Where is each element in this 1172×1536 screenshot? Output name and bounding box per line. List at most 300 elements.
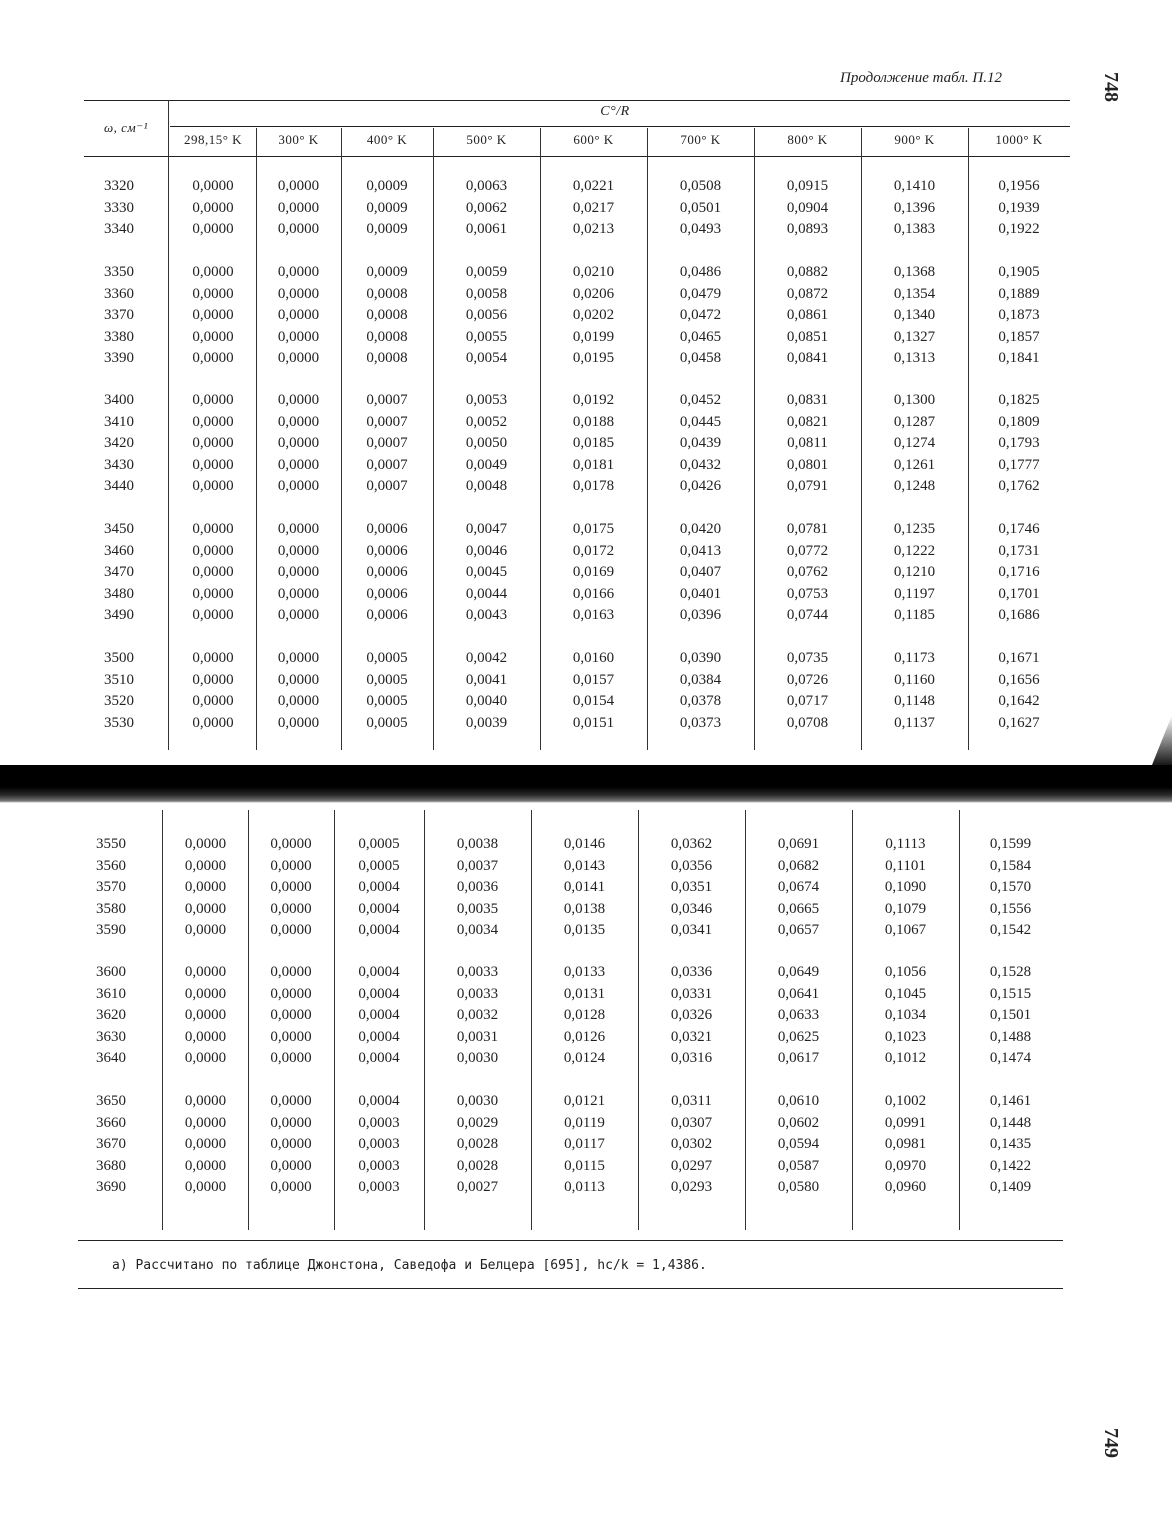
value-cell: 0,0420: [679, 521, 722, 537]
value-cell: 0,1939: [998, 199, 1040, 216]
omega-cell: 3520: [104, 693, 134, 709]
value-cell: 0,1599: [989, 836, 1032, 852]
value-cell: 0,0000: [192, 178, 234, 194]
value-cell: 0,1409: [989, 1179, 1032, 1195]
value-cell: 0,0000: [192, 542, 234, 559]
value-cell: 0,0003: [358, 1114, 400, 1131]
value-cell: 0,0004: [358, 985, 400, 1002]
value-cell: 0,0192: [572, 392, 615, 408]
column-header: 300° K: [278, 132, 319, 147]
omega-cell: 3330: [104, 199, 134, 216]
value-cell: 0,0033: [456, 964, 499, 980]
value-cell: 0,0119: [564, 1114, 605, 1131]
value-cell: 0,1528: [989, 964, 1032, 980]
value-cell: 0,0043: [465, 607, 508, 623]
value-cell: 0,0641: [777, 985, 820, 1002]
value-cell: 0,0000: [270, 857, 312, 874]
value-cell: 0,0135: [563, 922, 606, 938]
value-cell: 0,1435: [989, 1136, 1032, 1152]
omega-cell: 3640: [96, 1050, 126, 1066]
value-cell: 0,0356: [670, 857, 713, 874]
value-cell: 0,0413: [679, 542, 722, 559]
value-cell: 0,0004: [358, 1007, 400, 1023]
value-cell: 0,0008: [366, 285, 408, 302]
value-cell: 0,0331: [670, 985, 713, 1002]
value-cell: 0,0791: [786, 478, 829, 494]
value-cell: 0,1327: [893, 328, 936, 345]
value-cell: 0,0036: [456, 879, 499, 895]
value-cell: 0,0000: [192, 521, 234, 537]
value-cell: 0,1501: [989, 1007, 1032, 1023]
value-cell: 0,0000: [184, 1179, 227, 1195]
value-cell: 0,0904: [786, 199, 829, 216]
value-cell: 0,0004: [358, 900, 400, 917]
value-cell: 0,1113: [885, 836, 926, 852]
value-cell: 0,0007: [366, 456, 408, 473]
value-cell: 0,0302: [670, 1136, 713, 1152]
value-cell: 0,0472: [679, 307, 722, 323]
value-cell: 0,0003: [358, 1179, 400, 1195]
value-cell: 0,0000: [270, 1136, 312, 1152]
value-cell: 0,1656: [998, 671, 1040, 688]
value-cell: 0,1762: [998, 478, 1040, 494]
value-cell: 0,1777: [998, 456, 1040, 473]
value-cell: 0,1701: [998, 585, 1040, 602]
value-cell: 0,0000: [184, 836, 227, 852]
value-cell: 0,0041: [465, 671, 508, 688]
value-cell: 0,0861: [786, 307, 829, 323]
omega-cell: 3480: [104, 585, 134, 602]
value-cell: 0,0000: [270, 1050, 312, 1066]
value-cell: 0,0811: [787, 435, 828, 451]
value-cell: 0,0007: [366, 478, 408, 494]
value-cell: 0,0915: [786, 178, 829, 194]
value-cell: 0,1313: [893, 350, 936, 366]
value-cell: 0,0006: [366, 585, 408, 602]
value-cell: 0,1160: [894, 671, 935, 688]
value-cell: 0,0031: [456, 1028, 499, 1045]
value-cell: 0,0893: [786, 221, 829, 237]
value-cell: 0,0044: [465, 585, 508, 602]
continuation-label: Продолжение табл. П.12: [840, 70, 1002, 86]
value-cell: 0,0007: [366, 392, 408, 408]
value-cell: 0,0050: [465, 435, 508, 451]
value-cell: 0,1300: [893, 392, 936, 408]
omega-cell: 3570: [96, 879, 126, 895]
value-cell: 0,0321: [670, 1028, 713, 1045]
value-cell: 0,0160: [572, 650, 615, 666]
value-cell: 0,1410: [893, 178, 936, 194]
value-cell: 0,0682: [777, 857, 820, 874]
value-cell: 0,0000: [192, 328, 234, 345]
value-cell: 0,0465: [679, 328, 722, 345]
value-cell: 0,0035: [456, 900, 499, 917]
value-cell: 0,0384: [679, 671, 722, 688]
omega-cell: 3550: [96, 836, 126, 852]
value-cell: 0,1671: [998, 650, 1040, 666]
value-cell: 0,0138: [563, 900, 606, 917]
value-cell: 0,0000: [184, 857, 227, 874]
value-cell: 0,1515: [989, 985, 1032, 1002]
value-cell: 0,0297: [670, 1157, 713, 1174]
value-cell: 0,0000: [277, 350, 320, 366]
value-cell: 0,0594: [777, 1136, 820, 1152]
omega-cell: 3620: [96, 1007, 126, 1023]
value-cell: 0,0753: [786, 585, 829, 602]
value-cell: 0,0493: [679, 221, 722, 237]
value-cell: 0,0000: [192, 392, 234, 408]
value-cell: 0,0293: [670, 1179, 713, 1195]
value-cell: 0,0000: [184, 1093, 227, 1109]
value-cell: 0,1137: [894, 714, 935, 731]
value-cell: 0,1841: [998, 350, 1040, 366]
value-cell: 0,0000: [184, 1028, 227, 1045]
value-cell: 0,0000: [277, 456, 320, 473]
value-cell: 0,0000: [184, 922, 227, 938]
value-cell: 0,0000: [270, 1114, 312, 1131]
value-cell: 0,0115: [564, 1157, 605, 1174]
value-cell: 0,0708: [786, 714, 829, 731]
value-cell: 0,0000: [192, 285, 234, 302]
omega-cell: 3450: [104, 521, 134, 537]
value-cell: 0,0007: [366, 413, 408, 430]
value-cell: 0,0000: [277, 671, 320, 688]
value-cell: 0,0005: [358, 836, 400, 852]
value-cell: 0,1222: [893, 542, 936, 559]
value-cell: 0,0053: [465, 392, 508, 408]
value-cell: 0,0479: [679, 285, 722, 302]
omega-cell: 3320: [104, 178, 134, 194]
table-bottom-rule: [78, 1240, 1063, 1241]
value-cell: 0,1396: [893, 199, 936, 216]
value-cell: 0,0008: [366, 328, 408, 345]
value-cell: 0,0032: [456, 1007, 499, 1023]
value-cell: 0,1261: [893, 456, 936, 473]
value-cell: 0,1248: [893, 478, 936, 494]
value-cell: 0,0061: [465, 221, 508, 237]
value-cell: 0,0000: [277, 221, 320, 237]
value-cell: 0,0341: [670, 922, 713, 938]
column-header: 600° K: [573, 132, 614, 147]
value-cell: 0,0508: [679, 178, 722, 194]
value-cell: 0,0000: [184, 1157, 227, 1174]
value-cell: 0,0401: [679, 585, 722, 602]
value-cell: 0,0000: [277, 693, 320, 709]
value-cell: 0,0625: [777, 1028, 820, 1045]
value-cell: 0,0039: [465, 714, 508, 731]
value-cell: 0,0185: [572, 435, 615, 451]
value-cell: 0,0801: [786, 456, 829, 473]
value-cell: 0,0206: [572, 285, 615, 302]
value-cell: 0,0009: [366, 199, 408, 216]
value-cell: 0,1716: [998, 564, 1040, 580]
value-cell: 0,0048: [465, 478, 508, 494]
value-cell: 0,0831: [786, 392, 829, 408]
value-cell: 0,1012: [884, 1050, 927, 1066]
value-cell: 0,0058: [465, 285, 508, 302]
value-cell: 0,1287: [893, 413, 936, 430]
value-cell: 0,1873: [998, 307, 1040, 323]
value-cell: 0,0000: [192, 264, 234, 280]
page-number-top: 748: [1100, 72, 1122, 102]
table-top-rule: [84, 100, 1070, 101]
group-header-rule: [170, 126, 1070, 127]
value-cell: 0,0005: [358, 857, 400, 874]
value-cell: 0,0000: [270, 879, 312, 895]
value-cell: 0,0007: [366, 435, 408, 451]
omega-cell: 3470: [104, 564, 134, 580]
value-cell: 0,0821: [786, 413, 829, 430]
column-header: 500° K: [466, 132, 507, 147]
omega-cell: 3460: [104, 542, 134, 559]
value-cell: 0,0126: [563, 1028, 606, 1045]
omega-cell: 3590: [96, 922, 126, 938]
value-cell: 0,0004: [358, 879, 400, 895]
value-cell: 0,0030: [456, 1050, 499, 1066]
value-cell: 0,0000: [270, 1157, 312, 1174]
value-cell: 0,0000: [277, 178, 320, 194]
value-cell: 0,0000: [192, 199, 234, 216]
value-cell: 0,0000: [192, 671, 234, 688]
value-cell: 0,1210: [893, 564, 936, 580]
value-cell: 0,1488: [989, 1028, 1032, 1045]
value-cell: 0,0188: [572, 413, 615, 430]
omega-cell: 3510: [104, 671, 134, 688]
value-cell: 0,1857: [998, 328, 1040, 345]
value-cell: 0,0029: [456, 1114, 499, 1131]
value-cell: 0,0602: [777, 1114, 820, 1131]
value-cell: 0,0062: [465, 199, 508, 216]
value-cell: 0,0006: [366, 564, 408, 580]
value-cell: 0,0000: [277, 478, 320, 494]
value-cell: 0,0735: [786, 650, 829, 666]
value-cell: 0,0000: [277, 199, 320, 216]
value-cell: 0,0580: [777, 1179, 820, 1195]
value-cell: 0,0056: [465, 307, 508, 323]
value-cell: 0,0210: [572, 264, 615, 280]
value-cell: 0,0006: [366, 607, 408, 623]
value-cell: 0,1627: [998, 714, 1040, 731]
value-cell: 0,0047: [465, 521, 508, 537]
omega-cell: 3650: [96, 1093, 126, 1109]
value-cell: 0,0396: [679, 607, 722, 623]
value-cell: 0,0000: [184, 1114, 227, 1131]
value-cell: 0,0000: [270, 1093, 312, 1109]
value-cell: 0,0501: [679, 199, 722, 216]
value-cell: 0,0005: [366, 693, 408, 709]
value-cell: 0,0005: [366, 714, 408, 731]
omega-cell: 3350: [104, 264, 134, 280]
value-cell: 0,0004: [358, 1028, 400, 1045]
value-cell: 0,0005: [366, 650, 408, 666]
value-cell: 0,1090: [884, 879, 927, 895]
value-cell: 0,0390: [679, 650, 722, 666]
omega-cell: 3390: [104, 350, 134, 366]
omega-cell: 3430: [104, 456, 134, 473]
value-cell: 0,0117: [564, 1136, 605, 1152]
value-cell: 0,1474: [989, 1050, 1032, 1066]
value-cell: 0,0000: [184, 879, 227, 895]
value-cell: 0,1809: [998, 413, 1040, 430]
column-header: 400° K: [366, 132, 408, 147]
omega-cell: 3420: [104, 435, 134, 451]
value-cell: 0,1686: [998, 607, 1040, 623]
value-cell: 0,0000: [270, 1179, 312, 1195]
value-cell: 0,0000: [277, 392, 320, 408]
value-cell: 0,0000: [192, 564, 234, 580]
scan-fold-band: [0, 765, 1172, 803]
omega-cell: 3380: [104, 328, 134, 345]
value-cell: 0,1067: [884, 922, 927, 938]
value-cell: 0,0000: [184, 1007, 227, 1023]
value-cell: 0,0458: [679, 350, 722, 366]
value-cell: 0,0000: [277, 564, 320, 580]
value-cell: 0,1922: [998, 221, 1040, 237]
value-cell: 0,0004: [358, 964, 400, 980]
value-cell: 0,0052: [465, 413, 508, 430]
value-cell: 0,0851: [786, 328, 829, 345]
value-cell: 0,1793: [998, 435, 1040, 451]
value-cell: 0,0146: [563, 836, 606, 852]
value-cell: 0,0486: [679, 264, 722, 280]
value-cell: 0,0991: [884, 1114, 927, 1131]
omega-cell: 3490: [104, 607, 134, 623]
value-cell: 0,0432: [679, 456, 722, 473]
value-cell: 0,1383: [893, 221, 936, 237]
column-header-rule: [84, 156, 1070, 157]
value-cell: 0,0000: [192, 413, 234, 430]
value-cell: 0,0175: [572, 521, 615, 537]
value-cell: 0,1148: [894, 693, 935, 709]
value-cell: 0,0691: [777, 836, 820, 852]
value-cell: 0,0172: [572, 542, 615, 559]
omega-cell: 3660: [96, 1114, 126, 1131]
value-cell: 0,1556: [989, 900, 1032, 917]
value-cell: 0,0587: [777, 1157, 820, 1174]
value-cell: 0,0378: [679, 693, 722, 709]
value-cell: 0,1354: [893, 285, 936, 302]
value-cell: 0,0000: [192, 221, 234, 237]
value-cell: 0,0009: [366, 221, 408, 237]
value-cell: 0,0037: [456, 857, 499, 874]
value-cell: 0,0143: [563, 857, 606, 874]
value-cell: 0,1889: [998, 285, 1040, 302]
value-cell: 0,0004: [358, 922, 400, 938]
value-cell: 0,0163: [572, 607, 615, 623]
value-cell: 0,0981: [884, 1136, 927, 1152]
value-cell: 0,0311: [671, 1093, 712, 1109]
omega-cell: 3630: [96, 1028, 126, 1045]
value-cell: 0,0346: [670, 900, 713, 917]
value-cell: 0,0157: [572, 671, 615, 688]
value-cell: 0,0000: [270, 985, 312, 1002]
value-cell: 0,0452: [679, 392, 722, 408]
value-cell: 0,0407: [679, 564, 722, 580]
value-cell: 0,0649: [777, 964, 820, 980]
value-cell: 0,0970: [884, 1157, 927, 1174]
value-cell: 0,0000: [277, 585, 320, 602]
value-cell: 0,1173: [894, 650, 935, 666]
value-cell: 0,1642: [998, 693, 1040, 709]
omega-cell: 3610: [96, 985, 126, 1002]
value-cell: 0,0008: [366, 350, 408, 366]
value-cell: 0,0000: [270, 836, 312, 852]
value-cell: 0,1023: [884, 1028, 927, 1045]
value-cell: 0,0000: [277, 607, 320, 623]
value-cell: 0,0000: [270, 1007, 312, 1023]
value-cell: 0,0027: [456, 1179, 499, 1195]
value-cell: 0,0221: [572, 178, 615, 194]
value-cell: 0,0004: [358, 1050, 400, 1066]
value-cell: 0,1570: [989, 879, 1032, 895]
omega-cell: 3370: [104, 307, 134, 323]
value-cell: 0,0744: [786, 607, 829, 623]
value-cell: 0,1448: [989, 1114, 1032, 1131]
footnote: а) Рассчитано по таблице Джонстона, Саведофа и Белцера [695], hc/k = 1,4386.: [112, 1258, 707, 1273]
value-cell: 0,0772: [786, 542, 829, 559]
value-cell: 0,0326: [670, 1007, 713, 1023]
value-cell: 0,1956: [998, 178, 1040, 194]
value-cell: 0,1368: [893, 264, 936, 280]
omega-cell: 3680: [96, 1157, 126, 1174]
value-cell: 0,0000: [277, 435, 320, 451]
value-cell: 0,0610: [777, 1093, 820, 1109]
value-cell: 0,0000: [184, 1136, 227, 1152]
column-divider: [168, 100, 169, 750]
value-cell: 0,0217: [572, 199, 615, 216]
row-header: ω, см⁻¹: [103, 120, 148, 135]
value-cell: 0,0717: [786, 693, 829, 709]
value-cell: 0,0316: [670, 1050, 713, 1066]
value-cell: 0,0003: [358, 1136, 400, 1152]
value-cell: 0,0000: [270, 900, 312, 917]
value-cell: 0,0307: [670, 1114, 713, 1131]
value-cell: 0,0006: [366, 521, 408, 537]
value-cell: 0,0665: [777, 900, 820, 917]
scan-fold-tip: [1150, 715, 1172, 770]
value-cell: 0,0000: [277, 328, 320, 345]
value-cell: 0,0128: [563, 1007, 606, 1023]
value-cell: 0,0362: [670, 836, 713, 852]
value-cell: 0,0124: [563, 1050, 606, 1066]
omega-cell: 3440: [104, 478, 134, 494]
column-header: 1000° K: [995, 132, 1043, 147]
value-cell: 0,0049: [465, 456, 508, 473]
omega-cell: 3600: [96, 964, 126, 980]
value-cell: 0,1101: [885, 857, 926, 874]
value-cell: 0,0351: [670, 879, 713, 895]
value-cell: 0,1197: [894, 585, 935, 602]
value-cell: 0,0000: [192, 478, 234, 494]
value-cell: 0,1422: [989, 1157, 1032, 1174]
value-cell: 0,0617: [777, 1050, 820, 1066]
value-cell: 0,0000: [277, 542, 320, 559]
value-cell: 0,1045: [884, 985, 927, 1002]
value-cell: 0,0059: [465, 264, 508, 280]
column-header: 298,15° K: [183, 132, 243, 147]
value-cell: 0,0030: [456, 1093, 499, 1109]
value-cell: 0,0131: [563, 985, 606, 1002]
value-cell: 0,0674: [777, 879, 820, 895]
omega-cell: 3340: [104, 221, 134, 237]
value-cell: 0,1584: [989, 857, 1032, 874]
omega-cell: 3690: [96, 1179, 126, 1195]
value-cell: 0,0439: [679, 435, 722, 451]
value-cell: 0,0000: [192, 307, 234, 323]
value-cell: 0,0003: [358, 1157, 400, 1174]
omega-cell: 3530: [104, 714, 134, 731]
value-cell: 0,0009: [366, 178, 408, 194]
